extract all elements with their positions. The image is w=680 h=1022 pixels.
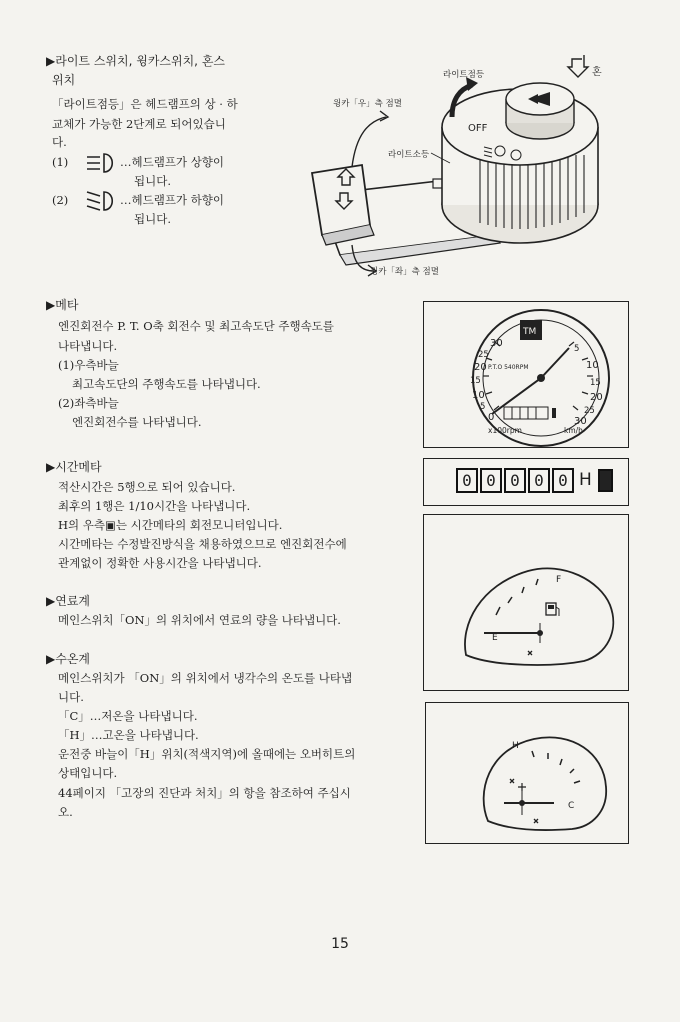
label-wink-left: 윙카「좌」측 점멸: [370, 267, 439, 277]
item-1-text: …헤드램프가 상향이: [120, 155, 225, 169]
tach-right-10: 10: [586, 360, 599, 371]
hour-line-2: 최후의 1행은 1/10시간을 나타냅니다.: [58, 499, 251, 513]
hour-line-3: H의 우측▣는 시간메타의 회전모니터입니다.: [58, 518, 283, 532]
temp-c-label: C: [568, 801, 575, 811]
hour-digit: 0: [528, 468, 550, 493]
hour-line-1: 적산시간은 5행으로 되어 있습니다.: [58, 480, 236, 494]
light-desc-line-1: 「라이트점등」은 헤드램프의 상 · 하: [52, 97, 238, 111]
tach-right-20: 20: [590, 392, 603, 403]
hour-meter-figure: [423, 458, 629, 506]
label-light-on: 라이트점등: [443, 70, 485, 80]
hour-digit: 0: [456, 468, 478, 493]
tach-right-15: 15: [590, 378, 601, 388]
tach-left-15: 15: [470, 376, 481, 386]
temp-line-4: 「H」…고온을 나타냅니다.: [58, 728, 199, 742]
page-number: 15: [331, 936, 349, 952]
meter-line-4: 최고속도단의 주행속도를 나타냅니다.: [72, 377, 261, 391]
meter-title: ▶메타: [46, 298, 79, 312]
temp-h-label: H: [512, 741, 519, 751]
item-1-num: (1): [52, 155, 69, 169]
tach-unit-kmh: km/h: [564, 426, 583, 435]
tach-left-20: 20: [474, 362, 487, 373]
tach-right-25: 25: [584, 406, 595, 416]
label-wink-right: 윙카「우」측 점멸: [333, 99, 402, 109]
temp-line-5: 운전중 바늘이「H」위치(적색지역)에 올때에는 오버히트의: [58, 747, 356, 761]
tach-left-5: 5: [480, 402, 486, 412]
meter-line-5: (2)좌측바늘: [58, 396, 119, 410]
rotation-monitor: [598, 469, 613, 492]
temp-line-7: 44페이지 「고장의 진단과 처치」의 항을 참조하여 주십시: [58, 786, 351, 800]
temp-line-3: 「C」…저온을 나타냅니다.: [58, 709, 198, 723]
temp-line-1: 메인스위치가 「ON」의 위치에서 냉각수의 온도를 나타냅: [58, 671, 353, 685]
tach-unit-rpm: x100rpm: [488, 426, 522, 435]
hour-meter-h: H: [579, 470, 592, 490]
item-1-text-cont: 됩니다.: [134, 174, 171, 188]
hour-meter-title: ▶시간메타: [46, 460, 102, 474]
temp-title: ▶수온계: [46, 652, 91, 666]
hour-line-5: 관계없이 정확한 사용시간을 나타냅니다.: [58, 556, 262, 570]
item-2-text: …헤드램프가 하향이: [120, 193, 225, 207]
meter-line-3: (1)우측바늘: [58, 358, 119, 372]
tach-pto-label: P.T.O 540RPM: [488, 364, 529, 371]
meter-line-6: 엔진회전수를 나타냅니다.: [72, 415, 202, 429]
tach-right-30: 30: [574, 416, 587, 427]
tach-right-5: 5: [574, 344, 580, 354]
label-light-off: 라이트소등: [388, 150, 430, 160]
meter-line-2: 나타냅니다.: [58, 339, 118, 353]
fuel-line-1: 메인스위치「ON」의 위치에서 연료의 량을 나타냅니다.: [58, 613, 341, 627]
temp-line-8: 오.: [58, 805, 73, 819]
hour-digit: 0: [480, 468, 502, 493]
fuel-f-label: F: [556, 575, 562, 585]
svg-text:TM: TM: [523, 327, 537, 337]
tach-left-10: 10: [472, 390, 485, 401]
light-switch-title-cont: 위치: [52, 73, 76, 87]
item-2-text-cont: 됩니다.: [134, 212, 171, 226]
light-switch-title: ▶라이트 스위치, 윙카스위치, 혼스: [46, 54, 225, 68]
tach-left-0: 0: [488, 412, 495, 423]
temp-line-6: 상태입니다.: [58, 766, 118, 780]
light-desc-line-3: 다.: [52, 135, 67, 149]
meter-line-1: 엔진회전수 P. T. O축 회전수 및 최고속도단 주행속도를: [58, 319, 334, 333]
label-horn: 혼: [592, 67, 602, 78]
tach-left-30: 30: [490, 338, 503, 349]
fuel-title: ▶연료계: [46, 594, 91, 608]
item-2-num: (2): [52, 193, 69, 207]
hour-line-4: 시간메타는 수정발진방식을 채용하였으므로 엔진회전수에: [58, 537, 347, 551]
hour-digit: 0: [552, 468, 574, 493]
high-beam-icon: [84, 150, 118, 176]
temp-gauge-figure: [425, 702, 629, 844]
fuel-e-label: E: [492, 633, 498, 643]
tach-left-25: 25: [478, 350, 489, 360]
hour-digit: 0: [504, 468, 526, 493]
temp-line-2: 니다.: [58, 690, 84, 704]
light-desc-line-2: 교체가 가능한 2단계로 되어있습니: [52, 117, 226, 131]
tachometer-figure: [423, 301, 629, 448]
switch-off-label: OFF: [468, 123, 488, 134]
low-beam-icon: [84, 188, 118, 216]
fuel-gauge-figure: [423, 514, 629, 691]
combination-switch-illustration: [300, 55, 630, 285]
